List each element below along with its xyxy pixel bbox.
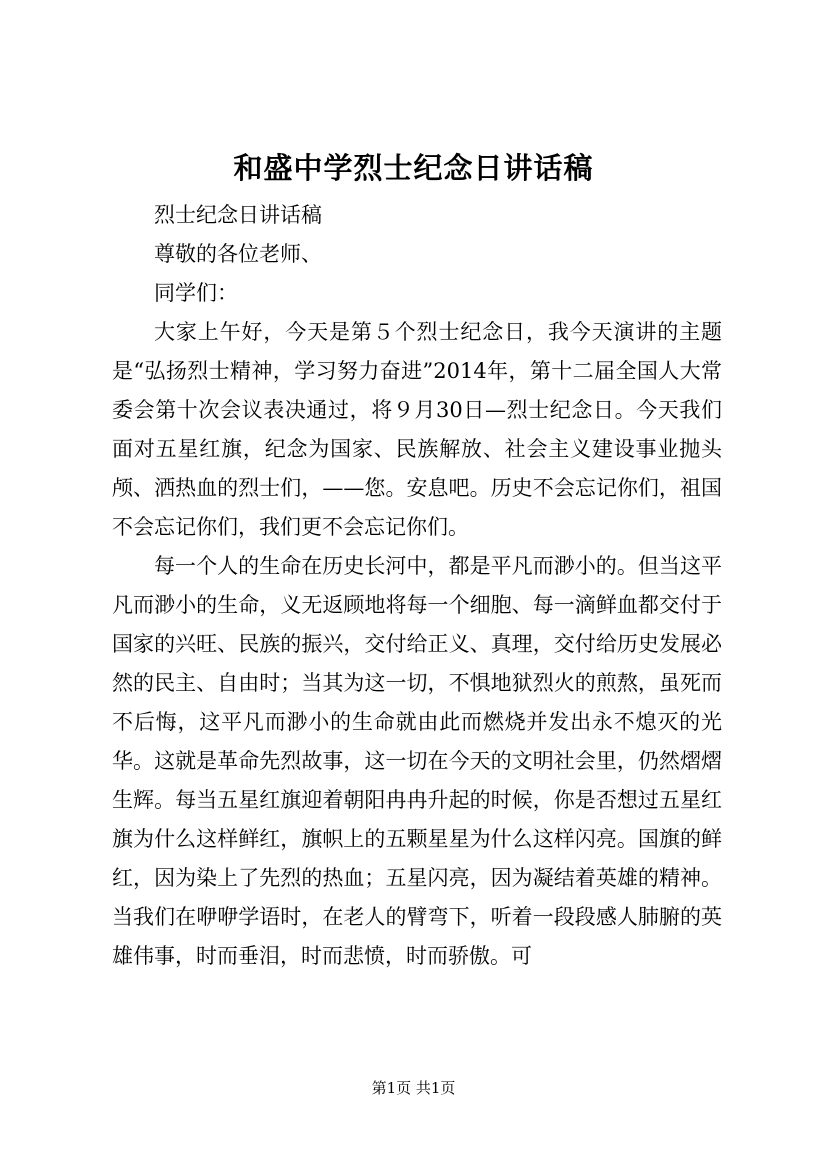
page-footer: 第1页 共1页 [371,1079,456,1097]
paragraph-salutation-students: 同学们： [154,281,238,305]
paragraph-subtitle: 烈士纪念日讲话稿 [154,203,322,227]
document-title: 和盛中学烈士纪念日讲话稿 [233,151,594,185]
document-body [112,196,722,976]
paragraph-main: 每一个人的生命在历史长河中，都是平凡而渺小的。但当这平凡而渺小的生命，义无返顾地将每一个细胞、每一滴鲜血都交付于国家的兴旺、民族的振兴，交付给正义、真理，交付给历史发展必然的民主、自由时；当其为这一切，不惧地狱烈火的煎熬，虽死而不后悔，这平凡而渺小的生命就由此而燃烧并发出永不熄灭的光华。这就是革命先烈故事，这一切在今天的文明社会里，仍然熠熠生辉。每当五星红旗迎着朝阳冉冉升起的时候，你是否想过五星红旗为什么这样鲜红，旗帜上的五颗星星为什么这样闪亮。国旗的鲜红，因为染上了先烈的热血；五星闪亮，因为凝结着英雄的精神。当我们在咿咿学语时，在老人的臂弯下，听着一段段感人肺腑的英雄伟事，时而垂泪，时而悲愤，时而骄傲。可 [112,554,722,968]
paragraph-greeting: 大家上午好，今天是第５个烈士纪念日，我今天演讲的主题是“弘扬烈士精神，学习努力奋进”2014年，第十二届全国人大常委会第十次会议表决通过，将９月30日—烈士纪念日。今天我们面对五星红旗，纪念为国家、民族解放、社会主义建设事业抛头颅、洒热血的烈士们，——您。安息吧。历史不会忘记你们，祖国不会忘记你们，我们更不会忘记你们。 [112,320,722,539]
paragraph-salutation-teachers: 尊敬的各位老师、 [154,242,322,266]
